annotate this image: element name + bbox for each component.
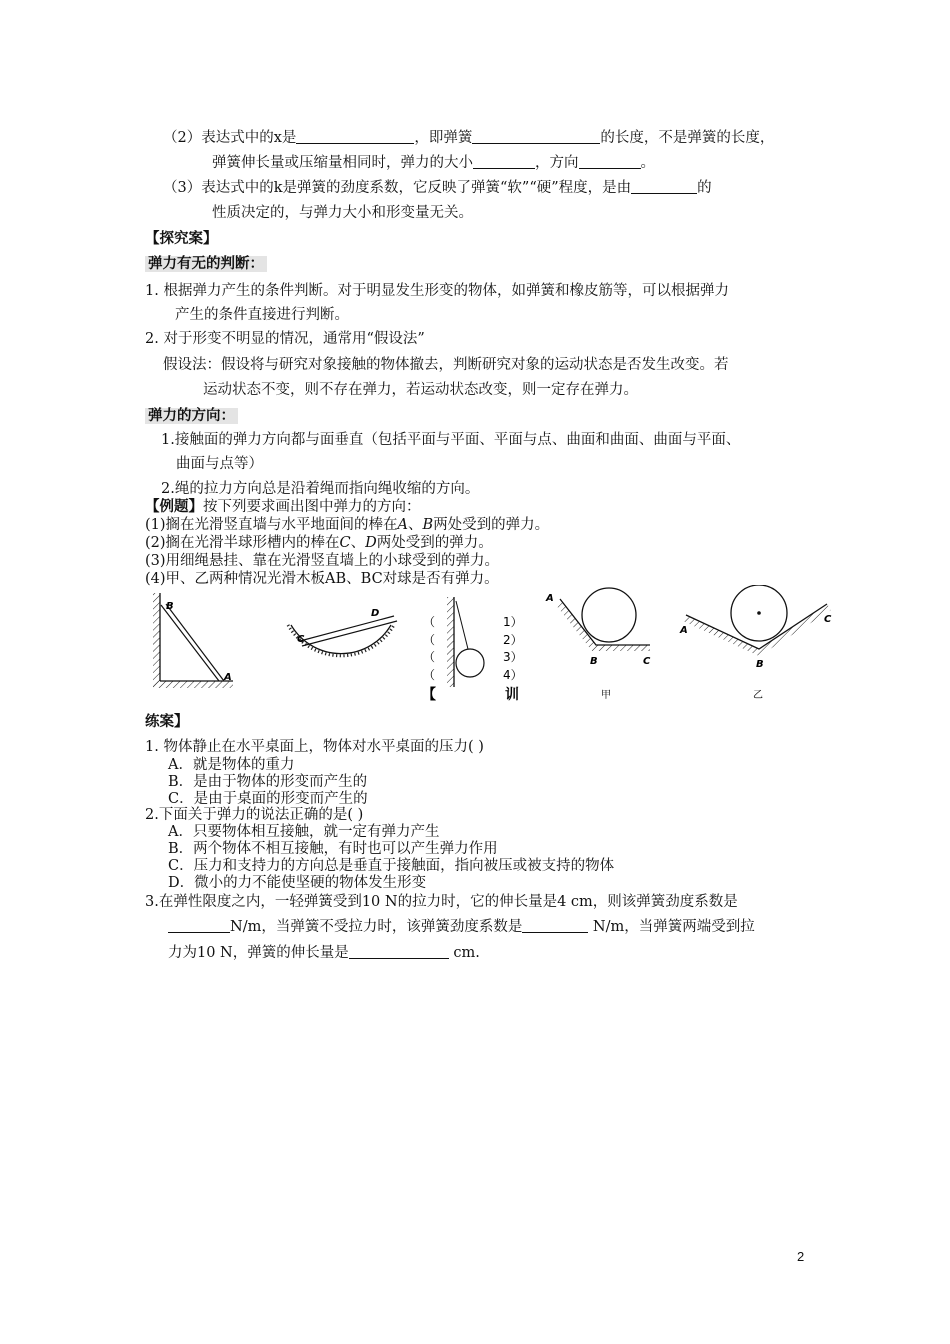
explore-sub1: 弹力有无的判断： (145, 254, 267, 274)
blank (296, 129, 414, 144)
svg-text:B: B (756, 659, 764, 670)
q1-option-a: A．就是物体的重力 (168, 757, 295, 773)
blank (631, 179, 697, 194)
dir1-b: 曲面与点等） (176, 456, 263, 472)
fig2-label-d: D (371, 608, 380, 619)
example-figures (0, 585, 950, 705)
fig5-caption: 乙 (753, 690, 763, 701)
figure-jia (545, 588, 651, 701)
q3-line1: 3.在弹性限度之内，一轻弹簧受到10 N的拉力时，它的伸长量是4 cm，则该弹簧劲度系数是 (145, 894, 738, 910)
q2-option-c: C．压力和支持力的方向总是垂直于接触面，指向被压或被支持的物体 (168, 858, 615, 874)
svg-text:B: B (590, 656, 598, 667)
assume-a: 假设法：假设将与研究对象接触的物体撤去，判断研究对象的运动状态是否发生改变。若 (163, 357, 729, 373)
svg-text:C: C (824, 614, 832, 625)
q2: 2.下面关于弹力的说法正确的是( ) (145, 807, 364, 823)
svg-text:4）: 4） (503, 668, 523, 682)
blank (473, 154, 535, 169)
svg-text:（: （ (423, 668, 436, 682)
intro-line-3b: 性质决定的，与弹力大小和形变量无关。 (212, 205, 473, 221)
example-4: (4)甲、乙两种情况光滑木板AB、BC对球是否有弹力。 (145, 571, 499, 587)
fig1-label-a: A (224, 672, 232, 683)
svg-text:（: （ (423, 633, 436, 647)
q1: 1. 物体静止在水平桌面上，物体对水平桌面的压力( ) (145, 739, 484, 755)
blank (349, 944, 449, 959)
q2-option-b: B．两个物体不相互接触，有时也可以产生弹力作用 (168, 841, 498, 857)
blank (168, 918, 230, 933)
practice-heading: 练案】 (145, 714, 189, 730)
svg-text:A: A (546, 593, 554, 604)
svg-text:训: 训 (505, 687, 519, 703)
q3-line2: N/m，当弹簧不受拉力时，该弹簧劲度系数是 N/m，当弹簧两端受到拉 (168, 917, 755, 937)
q2-option-d: D．微小的力不能使坚硬的物体发生形变 (168, 875, 427, 891)
svg-text:3）: 3） (503, 650, 523, 664)
example-3: (3)用细绳悬挂、靠在光滑竖直墙上的小球受到的弹力。 (145, 553, 500, 569)
intro-line-2a: （2）表达式中的x是 ，即弹簧 的长度，不是弹簧的长度， (163, 130, 775, 146)
intro-line-2b: 弹簧伸长量或压缩量相同时，弹力的大小 ，方向 。 (212, 155, 655, 171)
fig2-label-c: C (297, 634, 305, 645)
svg-text:（: （ (423, 650, 436, 664)
example-1: (1)搁在光滑竖直墙与水平地面间的棒在A、B两处受到的弹力。 (145, 517, 550, 533)
example-2: (2)搁在光滑半球形槽内的棒在C、D两处受到的弹力。 (145, 535, 493, 551)
figure-hanging-ball (422, 597, 523, 703)
fig1-label-b: B (166, 601, 174, 612)
svg-text:【: 【 (422, 687, 436, 703)
assume-b: 运动状态不变，则不存在弹力，若运动状态改变，则一定存在弹力。 (203, 382, 638, 398)
intro-line-3a: （3）表达式中的k是弹簧的劲度系数，它反映了弹簧“软”“硬”程度，是由 的 (163, 180, 712, 196)
explore-heading: 【探究案】 (145, 231, 218, 247)
blank (579, 154, 641, 169)
figure-wall-rod (153, 593, 233, 688)
svg-text:2）: 2） (503, 633, 523, 647)
explore-item1b: 产生的条件直接进行判断。 (175, 307, 349, 323)
explore-sub2: 弹力的方向： (145, 406, 238, 426)
fig4-caption: 甲 (601, 690, 611, 701)
blank (472, 129, 600, 144)
svg-text:A: A (680, 625, 688, 636)
q1-option-b: B．是由于物体的形变而产生的 (168, 774, 368, 790)
example-intro: 【例题】按下列要求画出图中弹力的方向： (145, 499, 421, 515)
q2-option-a: A．只要物体相互接触，就一定有弹力产生 (168, 824, 440, 840)
explore-item2: 2. 对于形变不明显的情况，通常用“假设法” (145, 331, 425, 347)
q1-option-c: C．是由于桌面的形变而产生的 (168, 791, 368, 807)
svg-text:1）: 1） (503, 615, 523, 629)
figure-yi (679, 585, 832, 701)
figure-bowl-rod (288, 608, 397, 656)
svg-text:C: C (643, 656, 651, 667)
page-number: 2 (797, 1249, 805, 1264)
dir1-a: 1.接触面的弹力方向都与面垂直（包括平面与平面、平面与点、曲面和曲面、曲面与平面、 (161, 432, 741, 448)
explore-item1a: 1. 根据弹力产生的条件判断。对于明显发生形变的物体，如弹簧和橡皮筋等，可以根据弹力 (145, 283, 729, 299)
dir2: 2.绳的拉力方向总是沿着绳而指向绳收缩的方向。 (161, 481, 480, 497)
q3-line3: 力为10 N，弹簧的伸长量是 cm. (168, 945, 480, 961)
blank (522, 918, 588, 933)
svg-text:（: （ (423, 615, 436, 629)
